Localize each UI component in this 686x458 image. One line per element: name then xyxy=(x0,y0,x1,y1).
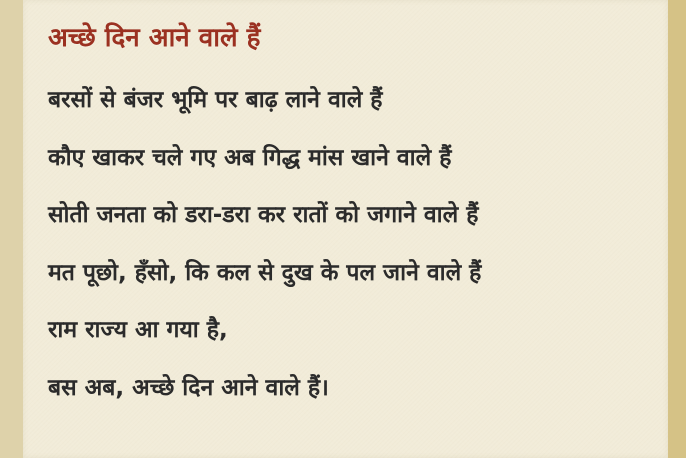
poem-line-5: राम राज्य आ गया है, xyxy=(48,317,228,343)
poem-line-4: मत पूछो, हँसो, कि कल से दुख के पल जाने वाले हैं xyxy=(48,259,482,286)
poem-line-3: सोती जनता को डरा-डरा कर रातों को जगाने वाले हैं xyxy=(48,202,479,228)
poem-paper xyxy=(23,0,668,458)
poem-title: अच्छे दिन आने वाले हैं xyxy=(48,23,261,53)
poem-line-1: बरसों से बंजर भूमि पर बाढ़ लाने वाले हैं xyxy=(48,87,383,113)
poem-line-6: बस अब, अच्छे दिन आने वाले हैं। xyxy=(48,374,329,401)
poem-line-2: कौए खाकर चले गए अब गिद्ध मांस खाने वाले हैं xyxy=(48,144,452,171)
